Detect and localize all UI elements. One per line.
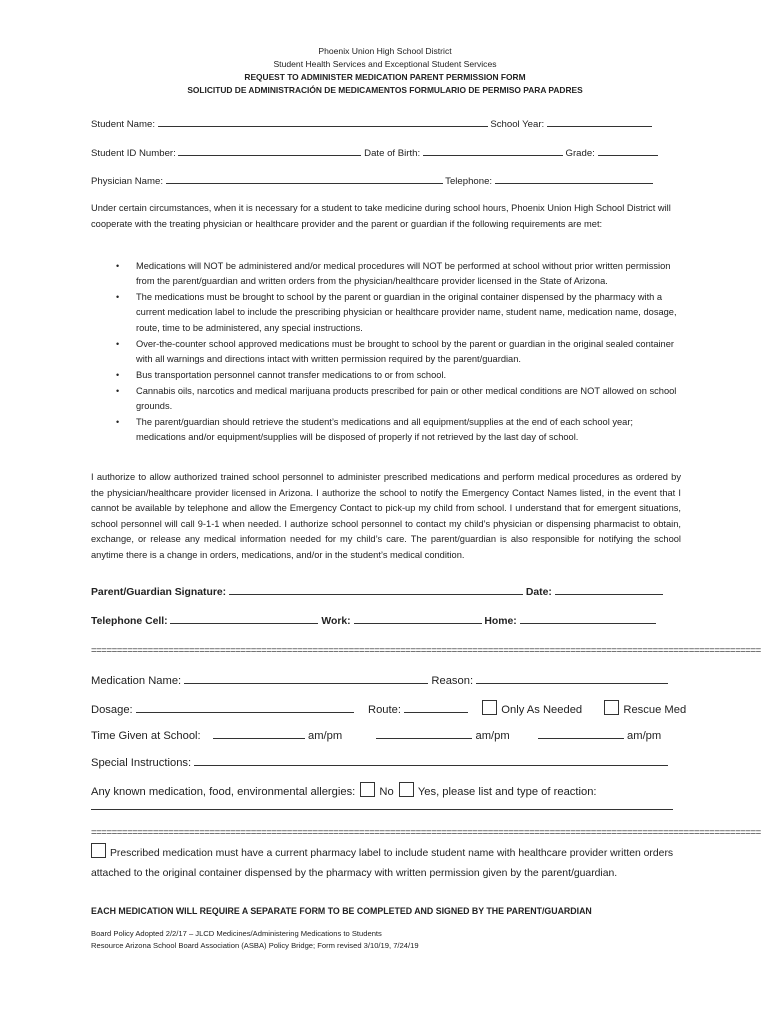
ampm-label-3: am/pm [627, 730, 662, 742]
physician-telephone-field[interactable] [495, 173, 653, 184]
time-given-field-2[interactable] [376, 728, 472, 739]
medication-name-label: Medication Name: [91, 675, 182, 687]
medication-name-row [91, 673, 668, 687]
allergies-no-checkbox[interactable] [360, 782, 375, 797]
allergies-yes-checkbox[interactable] [399, 782, 414, 797]
telephone-work-field[interactable] [354, 613, 482, 624]
signature-date-field[interactable] [555, 584, 663, 595]
prescribed-note-block [91, 843, 675, 883]
telephone-home-label: Home: [484, 616, 517, 627]
form-title-english: REQUEST TO ADMINISTER MEDICATION PARENT PERMISSION FORM [244, 72, 526, 82]
allergies-no-label: No [379, 786, 394, 798]
prescribed-label-checkbox[interactable] [91, 843, 106, 858]
requirement-item: • Cannabis oils, narcotics and medical marijuana products prescribed for pain or other medical conditions are NOT allowed on school grounds. [92, 384, 682, 415]
time-given-field-3[interactable] [538, 728, 624, 739]
student-name-label: Student Name: [91, 119, 155, 130]
allergies-yes-label: Yes, please list and type of reaction: [417, 786, 597, 798]
telephone-work-label: Work: [321, 616, 351, 627]
reason-field[interactable] [476, 673, 668, 684]
requirement-item: • The parent/guardian should retrieve the student’s medications and all equipment/supplies at the end of each school year; medications and/or equipment/supplies will be disposed of properly if not retrieved by the last day of school. [92, 415, 682, 446]
requirements-list [92, 259, 682, 446]
special-instructions-row [91, 755, 668, 769]
signature-date-label: Date: [525, 587, 552, 598]
rescue-med-label: Rescue Med [623, 704, 687, 716]
only-as-needed-checkbox[interactable] [482, 700, 497, 715]
district-name: Phoenix Union High School District [318, 46, 452, 56]
student-id-field[interactable] [178, 145, 361, 156]
parent-signature-field[interactable] [229, 584, 523, 595]
student-name-field[interactable] [158, 116, 488, 127]
each-medication-statement: EACH MEDICATION WILL REQUIRE A SEPARATE FORM TO BE COMPLETED AND SIGNED BY THE PARENT/GUARDIAN [91, 906, 592, 916]
only-as-needed-label: Only As Needed [501, 704, 583, 716]
section-separator: ================================================================================================================================== [91, 827, 761, 838]
school-year-label: School Year: [490, 119, 545, 130]
route-label: Route: [368, 704, 401, 716]
requirement-item: • The medications must be brought to school by the parent or guardian in the original container dispensed by the pharmacy with a current medication label to include the prescribing physician or healthcare provider name, student name, medication name, dosage, route, time to be administered, any special instructions. [92, 290, 682, 336]
authorization-paragraph: I authorize to allow authorized trained school personnel to administer prescribed medications and perform medical procedures as ordered by the physician/healthcare provider licensed in Arizona. I authorize the school to notify the Emergency Contact Names listed, in the event that I cannot be available by telephone and allow the Emergency Contact to pick-up my child from school. I understand that for emergent situations, school personnel will call 9-1-1 when needed. I authorize school personnel to contact my child’s physician or dispensing pharmacist to obtain, exchange, or release any medical information needed for my child’s care. The parent/guardian is also responsible for notifying the school anytime there is a change in orders, medications, and/or in the student’s medical condition. [91, 472, 681, 560]
special-instructions-label: Special Instructions: [91, 757, 192, 769]
section-separator: ================================================================================================================================== [91, 645, 761, 656]
requirement-item: • Bus transportation personnel cannot transfer medications to or from school. [92, 368, 682, 383]
physician-row [91, 173, 653, 187]
dosage-field[interactable] [136, 702, 354, 713]
rescue-med-checkbox[interactable] [604, 700, 619, 715]
student-name-row [91, 116, 652, 130]
ampm-label-1: am/pm [307, 730, 343, 742]
prescribed-note-text: Prescribed medication must have a current pharmacy label to include student name with healthcare provider written orders attached to the original container dispensed by the pharmacy with written permission given by the parent/guardian. [91, 848, 674, 879]
dob-label: Date of Birth: [364, 148, 421, 159]
allergies-label: Any known medication, food, environmental allergies: [91, 786, 356, 798]
telephone-home-field[interactable] [520, 613, 656, 624]
ampm-label-2: am/pm [475, 730, 510, 742]
requirement-item: • Over-the-counter school approved medications must be brought to school by the parent or guardian in the original sealed container with all warnings and directions intact with written permission required by the parent/guardian. [92, 337, 682, 368]
telephone-cell-field[interactable] [170, 613, 318, 624]
grade-label: Grade: [565, 148, 595, 159]
student-id-label: Student ID Number: [91, 148, 176, 159]
school-year-field[interactable] [547, 116, 652, 127]
physician-telephone-label: Telephone: [445, 176, 493, 187]
footer-resource: Resource Arizona School Board Association (ASBA) Policy Bridge; Form revised 3/10/19, 7/24/19 [91, 941, 419, 950]
allergies-details-field[interactable] [91, 808, 673, 810]
dosage-label: Dosage: [91, 704, 133, 716]
allergies-row [91, 782, 597, 798]
requirement-item: • Medications will NOT be administered and/or medical procedures will NOT be performed at school without prior written permission from the parent/guardian and written orders from the physician/healthcare provider licensed in the State of Arizona. [92, 259, 682, 290]
parent-signature-label: Parent/Guardian Signature: [91, 587, 227, 598]
department-name: Student Health Services and Exceptional Student Services [273, 59, 497, 69]
telephone-cell-label: Telephone Cell: [91, 616, 168, 627]
time-given-row [91, 728, 661, 742]
reason-label: Reason: [431, 675, 474, 687]
parent-signature-row [91, 584, 663, 598]
intro-paragraph: Under certain circumstances, when it is necessary for a student to take medicine during school hours, Phoenix Union High School District will cooperate with the treating physician or healthcare provider and the parent or guardian if the following requirements are met: [91, 203, 671, 229]
dosage-row [91, 700, 686, 716]
physician-name-label: Physician Name: [91, 176, 163, 187]
physician-name-field[interactable] [166, 173, 443, 184]
route-field[interactable] [404, 702, 468, 713]
time-given-label: Time Given at School: [91, 730, 201, 742]
grade-field[interactable] [598, 145, 658, 156]
form-title-spanish: SOLICITUD DE ADMINISTRACIÓN DE MEDICAMENTOS FORMULARIO DE PERMISO PARA PADRES [187, 85, 583, 95]
special-instructions-field[interactable] [194, 755, 668, 766]
medication-name-field[interactable] [184, 673, 428, 684]
student-id-row [91, 145, 658, 159]
parent-telephone-row [91, 613, 656, 627]
time-given-field-1[interactable] [213, 728, 305, 739]
footer-policy: Board Policy Adopted 2/2/17 – JLCD Medicines/Administering Medications to Students [91, 929, 382, 938]
dob-field[interactable] [423, 145, 563, 156]
